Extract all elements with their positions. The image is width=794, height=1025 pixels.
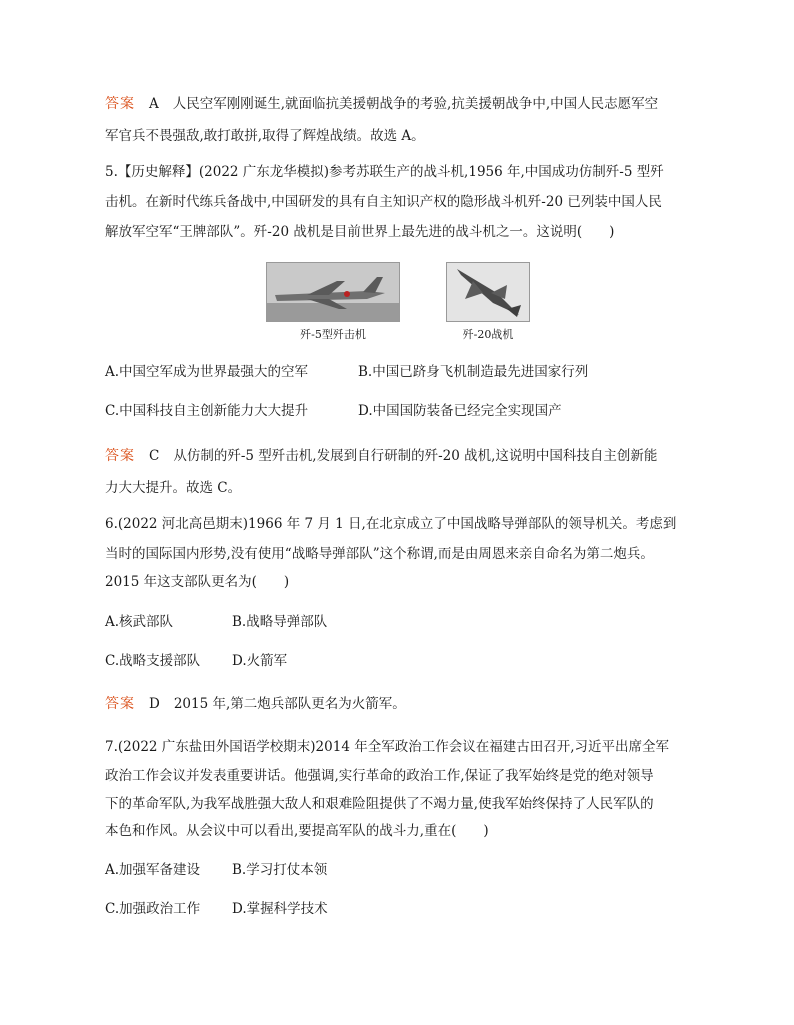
q5-answer-line1 [105,446,657,466]
answer-label: 答案 [105,448,135,464]
answer-explanation: 2015 年,第二炮兵部队更名为火箭军。 [173,696,406,712]
j20-figure [446,262,530,342]
q5-option-d[interactable]: D.中国国防装备已经完全实现国产 [358,403,562,419]
q6-stem-line3: 2015 年这支部队更名为( ) [105,574,290,590]
q5-option-c[interactable]: C.中国科技自主创新能力大大提升 [105,403,309,419]
q7-option-d[interactable]: D.掌握科学技术 [232,901,328,917]
q5-stem-line2: 击机。在新时代练兵备战中,中国研发的具有自主知识产权的隐形战斗机歼-20 已列装中国人民 [105,194,662,210]
q5-answer-line2: 力大大提升。故选 C。 [105,480,242,496]
q6-stem-line2: 当时的国际国内形势,没有使用“战略导弹部队”这个称谓,而是由周恩来亲自命名为第二炮兵。 [105,546,654,562]
q7-option-b[interactable]: B.学习打仗本领 [232,862,328,878]
j5-aircraft-photo [266,262,400,322]
j20-caption: 歼-20战机 [462,328,514,341]
answer-letter: D [149,696,160,712]
j20-aircraft-photo [446,262,530,322]
j5-aircraft-icon [267,263,399,321]
j5-caption: 歼-5型歼击机 [300,328,366,341]
q7-stem-line1: 7.(2022 广东盐田外国语学校期末)2014 年全军政治工作会议在福建古田召开,习近平出席全军 [105,739,669,755]
q7-option-a[interactable]: A.加强军备建设 [105,862,201,878]
q4-answer-line1 [105,94,658,114]
q6-answer-line1 [105,694,406,714]
q5-option-a[interactable]: A.中国空军成为世界最强大的空军 [105,364,309,380]
q7-stem-line2: 政治工作会议并发表重要讲话。他强调,实行革命的政治工作,保证了我军始终是党的绝对领导 [105,768,654,784]
j5-figure [266,262,400,342]
q5-stem-line3: 解放军空军“王牌部队”。歼-20 战机是目前世界上最先进的战斗机之一。这说明( ) [105,224,615,240]
q6-option-c[interactable]: C.战略支援部队 [105,653,201,669]
answer-explanation: 从仿制的歼-5 型歼击机,发展到自行研制的歼-20 战机,这说明中国科技自主创新能 [173,448,658,464]
answer-letter: C [149,448,160,464]
answer-letter: A [149,96,159,112]
answer-label: 答案 [105,696,135,712]
q6-option-d[interactable]: D.火箭军 [232,653,288,669]
q7-stem-line4: 本色和作风。从会议中可以看出,要提高军队的战斗力,重在( ) [105,823,489,839]
q7-option-c[interactable]: C.加强政治工作 [105,901,201,917]
q4-answer-line2: 军官兵不畏强敌,敢打敢拼,取得了辉煌战绩。故选 A。 [105,128,425,144]
answer-explanation: 人民空军刚刚诞生,就面临抗美援朝战争的考验,抗美援朝战争中,中国人民志愿军空 [172,96,659,112]
q6-option-b[interactable]: B.战略导弹部队 [232,614,328,630]
j20-aircraft-icon [447,263,529,321]
q6-option-a[interactable]: A.核武部队 [105,614,174,630]
q6-stem-line1: 6.(2022 河北高邑期末)1966 年 7 月 1 日,在北京成立了中国战略导弹部队的领导机关。考虑到 [105,516,677,532]
q5-option-b[interactable]: B.中国已跻身飞机制造最先进国家行列 [358,364,589,380]
q5-stem-line1: 5.【历史解释】(2022 广东龙华模拟)参考苏联生产的战斗机,1956 年,中国成功仿制歼-5 型歼 [105,164,664,180]
answer-label: 答案 [105,96,135,112]
q7-stem-line3: 下的革命军队,为我军战胜强大敌人和艰难险阻提供了不竭力量,使我军始终保持了人民军队的 [105,796,654,812]
